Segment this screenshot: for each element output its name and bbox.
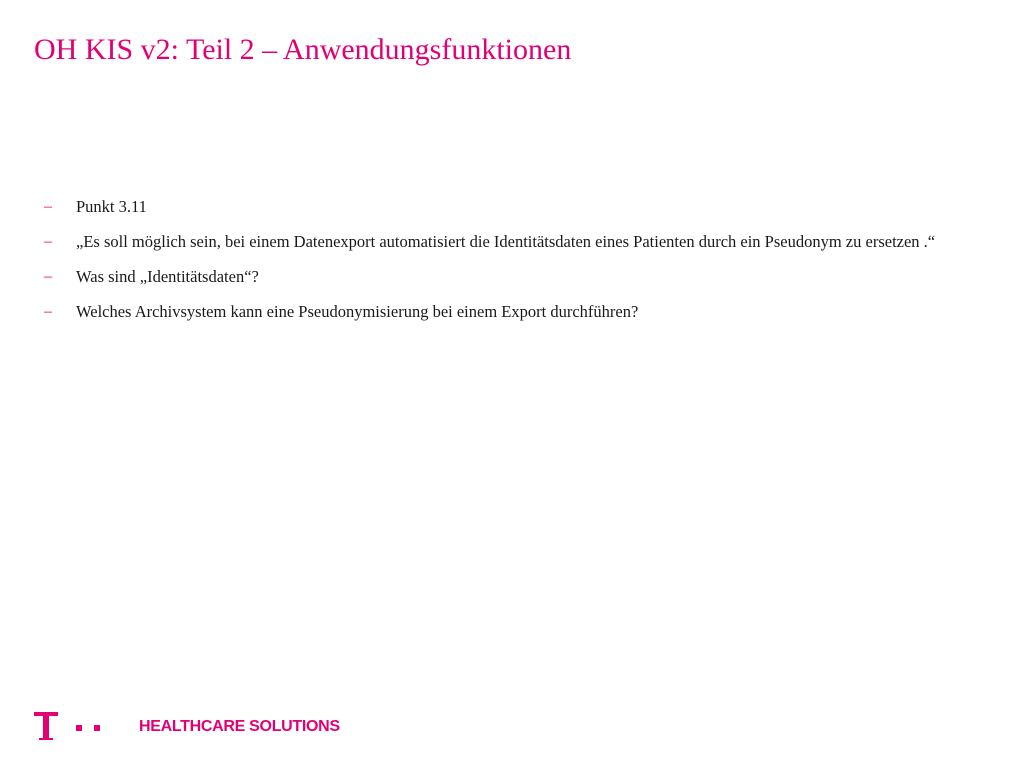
telekom-t-logo-icon	[34, 708, 104, 744]
bullet-item	[44, 264, 956, 290]
dash-bullet-icon: –	[44, 233, 52, 250]
dash-bullet-icon: –	[44, 268, 52, 285]
bullet-item	[44, 229, 956, 255]
bullet-text: Welches Archivsystem kann eine Pseudonymisierung bei einem Export durchführen?	[76, 302, 639, 321]
slide-title: OH KIS v2: Teil 2 – Anwendungsfunktionen	[34, 33, 572, 66]
bullet-text: Was sind „Identitätsdaten“?	[76, 267, 259, 286]
bullet-item	[44, 299, 956, 325]
bullet-text: Punkt 3.11	[76, 197, 147, 216]
bullet-list	[44, 194, 956, 334]
dash-bullet-icon: –	[44, 198, 52, 215]
footer-label: HEALTHCARE SOLUTIONS	[139, 718, 340, 735]
bullet-item	[44, 194, 956, 220]
dash-bullet-icon: –	[44, 303, 52, 320]
footer-branding	[34, 708, 354, 748]
bullet-text: „Es soll möglich sein, bei einem Datenexport automatisiert die Identitätsdaten eines Patienten durch ein Pseudonym zu ersetzen .“	[76, 232, 936, 251]
